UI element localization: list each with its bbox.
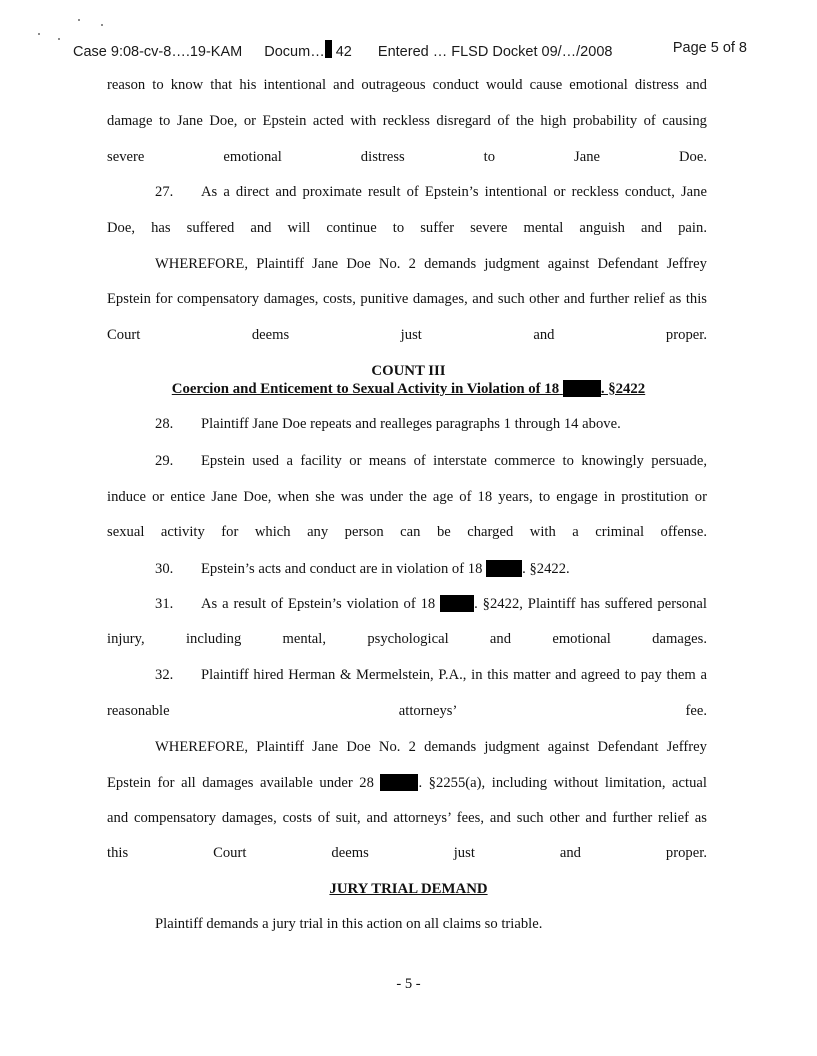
- body-text: As a direct and proximate result of Epstein’s intentional or reckless conduct, Jane: [201, 184, 707, 200]
- paragraph-29: [155, 453, 707, 470]
- document-label: Docum…: [264, 44, 325, 60]
- header-page-count: Page 5 of 8: [672, 40, 747, 56]
- count-subheading-section: . §2422: [600, 381, 646, 397]
- entered-docket: Entered … FLSD Docket 09/…/2008: [377, 44, 613, 60]
- body-text: . §2422, Plaintiff has suffered personal: [474, 596, 708, 612]
- paragraph-number: 32.: [155, 667, 174, 683]
- paragraph-number: 27.: [155, 184, 174, 200]
- body-text: . §2255(a), including without limitation, actual: [418, 775, 707, 791]
- body-line: Doe, has suffered and will continue to suffer severe mental anguish and pain.: [107, 220, 707, 236]
- jury-trial-text: Plaintiff demands a jury trial in this action on all claims so triable.: [155, 916, 543, 932]
- paragraph-30: [155, 560, 570, 578]
- redaction-box: [440, 595, 474, 612]
- body-line: severe emotional distress to Jane Doe.: [107, 149, 707, 165]
- body-line: reasonable attorneys’ fee.: [107, 703, 707, 719]
- redaction-box: [380, 774, 418, 791]
- body-text: Epstein used a facility or means of interstate commerce to knowingly persuade,: [201, 453, 707, 469]
- scan-speck: [101, 24, 103, 26]
- body-text: Plaintiff Jane Doe repeats and realleges paragraphs 1 through 14 above.: [201, 416, 621, 432]
- scan-speck: [78, 19, 80, 21]
- body-text: . §2422.: [522, 561, 570, 577]
- redaction-box: [563, 380, 601, 397]
- wherefore-line: WHEREFORE, Plaintiff Jane Doe No. 2 demands judgment against Defendant Jeffrey: [155, 739, 707, 755]
- wherefore-line: this Court deems just and proper.: [107, 845, 707, 861]
- count-subheading: [0, 380, 817, 398]
- paragraph-number: 31.: [155, 596, 174, 612]
- jury-trial-heading: JURY TRIAL DEMAND: [329, 881, 488, 897]
- wherefore-line: WHEREFORE, Plaintiff Jane Doe No. 2 demands judgment against Defendant Jeffrey: [155, 256, 707, 272]
- paragraph-31: [155, 595, 707, 613]
- wherefore-line: Epstein for compensatory damages, costs, punitive damages, and such other and further relief as this: [107, 291, 707, 307]
- page-number: - 5 -: [396, 976, 421, 992]
- body-line: damage to Jane Doe, or Epstein acted with reckless disregard of the high probability of causing: [107, 113, 707, 129]
- wherefore-line: [107, 774, 707, 792]
- body-text: Epstein’s acts and conduct are in violation of 18: [201, 561, 483, 577]
- scan-speck: [58, 38, 60, 40]
- body-line: reason to know that his intentional and outrageous conduct would cause emotional distress and: [107, 77, 707, 93]
- count-heading: COUNT III: [371, 363, 446, 379]
- court-filing-header: [73, 40, 747, 60]
- wherefore-line: and compensatory damages, costs of suit, and attorneys’ fees, and such other and further relief as: [107, 810, 707, 826]
- paragraph-number: 29.: [155, 453, 174, 469]
- body-text: Epstein for all damages available under 28: [107, 775, 374, 791]
- paragraph-number: 28.: [155, 416, 174, 432]
- body-line: sexual activity for which any person can be charged with a criminal offense.: [107, 524, 707, 540]
- count-subheading-text: Coercion and Enticement to Sexual Activity in Violation of 18: [171, 381, 560, 397]
- paragraph-27: [155, 184, 707, 201]
- body-line: induce or entice Jane Doe, when she was under the age of 18 years, to engage in prostitution or: [107, 489, 707, 505]
- body-text: As a result of Epstein’s violation of 18: [201, 596, 436, 612]
- body-text: Plaintiff hired Herman & Mermelstein, P.A., in this matter and agreed to pay them a: [201, 667, 707, 683]
- paragraph-number: 30.: [155, 561, 174, 577]
- paragraph-28: [155, 416, 621, 433]
- case-number: Case 9:08-cv-8….19-KAM: [73, 44, 243, 60]
- redaction-box: [325, 40, 332, 58]
- paragraph-32: [155, 667, 707, 684]
- wherefore-line: Court deems just and proper.: [107, 327, 707, 343]
- redaction-box: [486, 560, 522, 577]
- body-line: injury, including mental, psychological and emotional damages.: [107, 631, 707, 647]
- scan-speck: [38, 33, 40, 35]
- document-number: 42: [335, 44, 352, 60]
